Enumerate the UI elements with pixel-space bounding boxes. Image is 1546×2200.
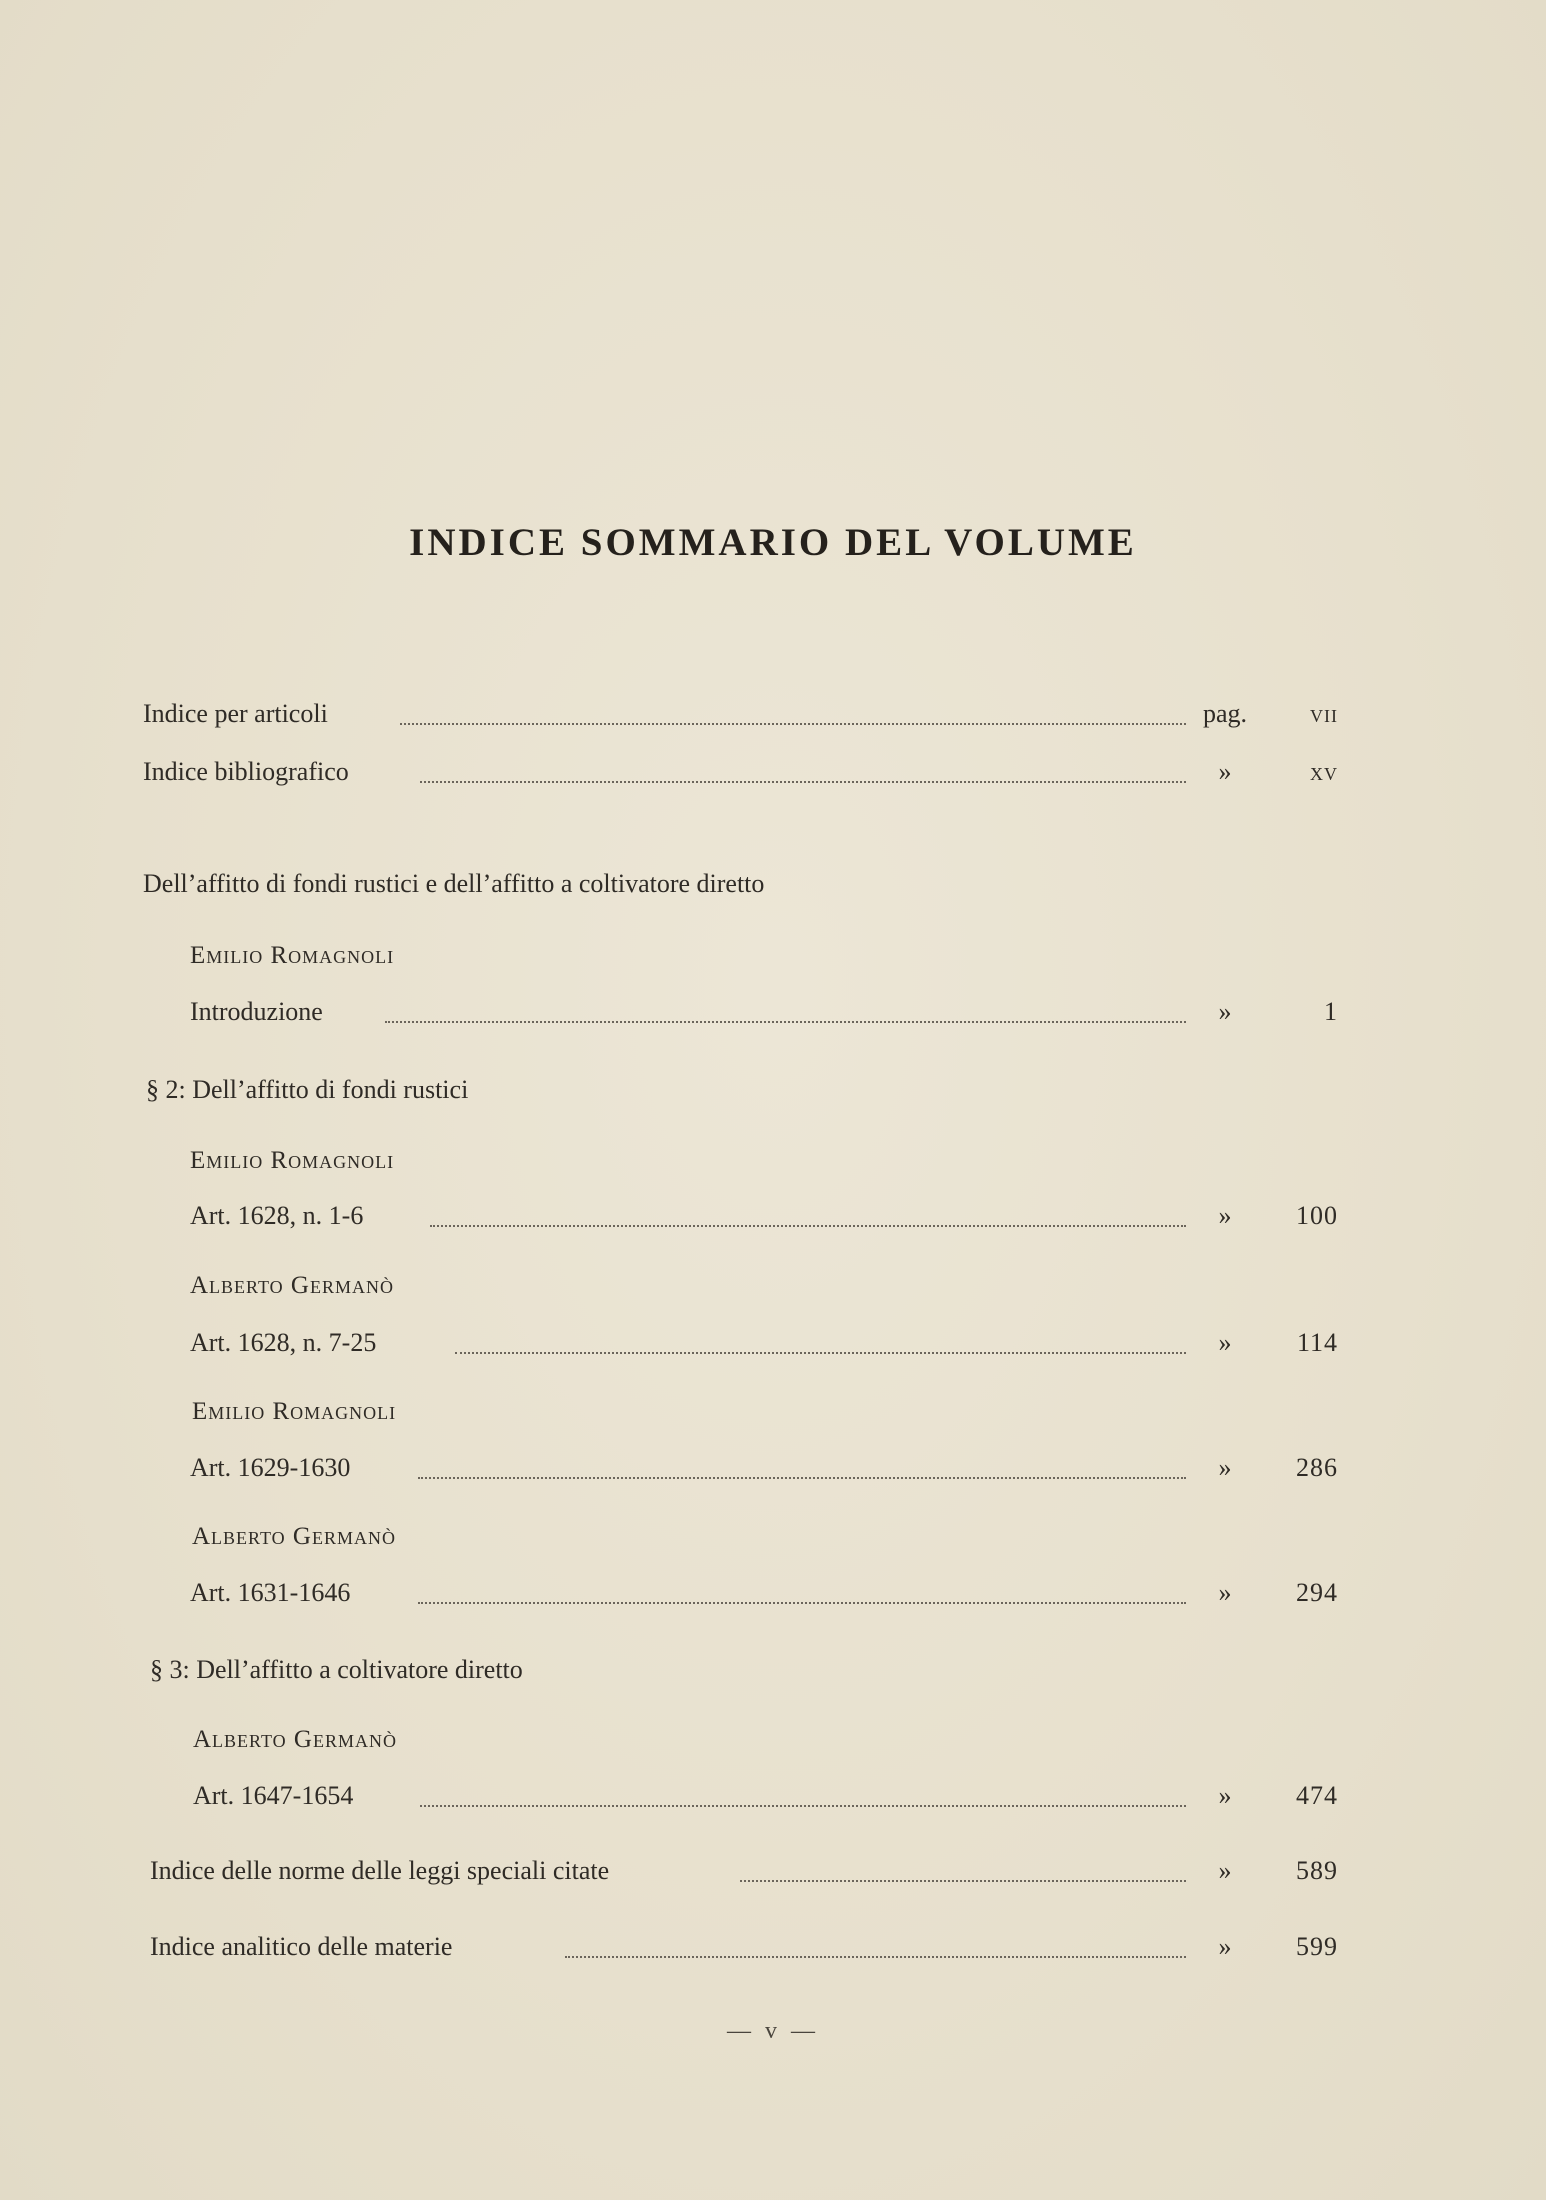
dot-leader: [420, 1803, 1186, 1807]
toc-entry-label: Indice analitico delle materie: [150, 1932, 453, 1961]
toc-entry-prefix: pag.: [1202, 699, 1248, 728]
main-heading: Dell’affitto di fondi rustici e dell’affitto a coltivatore diretto: [143, 869, 765, 898]
toc-entry-prefix: »: [1218, 1328, 1232, 1357]
toc-entry: [0, 1927, 1546, 1967]
toc-entry-label: Art. 1629-1630: [190, 1453, 351, 1482]
section-heading: § 2: Dell’affitto di fondi rustici: [146, 1075, 469, 1104]
toc-entry: [0, 1851, 1546, 1891]
toc-entry-page: vii: [1310, 699, 1338, 728]
toc-entry: [0, 1196, 1546, 1236]
toc-entry-prefix: »: [1218, 1578, 1232, 1607]
toc-entry: [0, 752, 1546, 792]
author-name: Alberto Germanò: [193, 1726, 397, 1753]
toc-entry: [0, 1448, 1546, 1488]
author-name: Alberto Germanò: [190, 1272, 394, 1299]
toc-entry-page: 599: [1296, 1932, 1338, 1961]
toc-entry: [0, 1776, 1546, 1816]
toc-entry-label: Art. 1631-1646: [190, 1578, 351, 1607]
dot-leader: [420, 779, 1186, 783]
toc-entry-page: 114: [1296, 1328, 1338, 1357]
toc-entry-prefix: »: [1218, 1932, 1232, 1961]
author-name: Emilio Romagnoli: [190, 1147, 395, 1174]
toc-entry: [0, 1323, 1546, 1363]
page-number: — v —: [727, 2018, 819, 2044]
toc-entry-page: 286: [1296, 1453, 1338, 1482]
page-title: INDICE SOMMARIO DEL VOLUME: [409, 521, 1137, 564]
toc-entry-prefix: »: [1218, 1856, 1232, 1885]
toc-entry: [0, 992, 1546, 1032]
toc-entry-label: Art. 1647-1654: [193, 1781, 354, 1810]
toc-entry-prefix: »: [1218, 1781, 1232, 1810]
toc-entry-page: 589: [1296, 1856, 1338, 1885]
toc-entry: [0, 1573, 1546, 1613]
toc-entry-label: Art. 1628, n. 7-25: [190, 1328, 377, 1357]
toc-entry-page: 1: [1324, 997, 1338, 1026]
dot-leader: [400, 721, 1186, 725]
dot-leader: [418, 1600, 1186, 1604]
toc-entry-page: 474: [1296, 1781, 1338, 1810]
dot-leader: [455, 1350, 1186, 1354]
toc-entry-prefix: »: [1218, 1453, 1232, 1482]
toc-entry-label: Indice per articoli: [143, 699, 328, 728]
dot-leader: [418, 1475, 1186, 1479]
toc-entry-label: Introduzione: [190, 997, 323, 1026]
toc-entry-label: Indice delle norme delle leggi speciali citate: [150, 1856, 610, 1885]
toc-entry-page: 294: [1296, 1578, 1338, 1607]
toc-entry-prefix: »: [1218, 757, 1232, 786]
toc-entry-page: 100: [1296, 1201, 1338, 1230]
toc-entry-prefix: »: [1218, 997, 1232, 1026]
toc-entry-label: Art. 1628, n. 1-6: [190, 1201, 364, 1230]
toc-entry: [0, 694, 1546, 734]
dot-leader: [385, 1019, 1186, 1023]
section-heading: § 3: Dell’affitto a coltivatore diretto: [150, 1655, 523, 1684]
dot-leader: [565, 1954, 1186, 1958]
toc-entry-prefix: »: [1218, 1201, 1232, 1230]
author-name: Emilio Romagnoli: [192, 1398, 397, 1425]
dot-leader: [430, 1223, 1186, 1227]
dot-leader: [740, 1878, 1186, 1882]
author-name: Emilio Romagnoli: [190, 942, 395, 969]
author-name: Alberto Germanò: [192, 1523, 396, 1550]
toc-entry-page: xv: [1310, 757, 1338, 786]
toc-entry-label: Indice bibliografico: [143, 757, 349, 786]
